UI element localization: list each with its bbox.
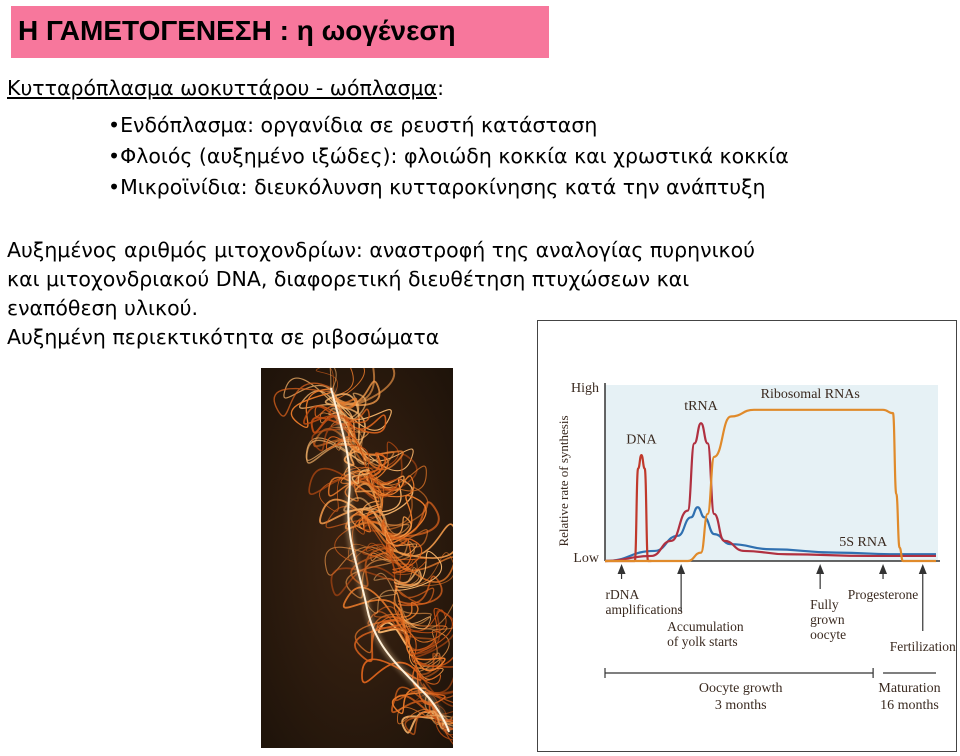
annotation-label: grown bbox=[810, 612, 845, 627]
annotation-label: Fully bbox=[810, 597, 839, 612]
annotation-label: amplifications bbox=[605, 602, 683, 617]
synthesis-chart bbox=[537, 320, 957, 752]
series-label-ribosomal-rnas: Ribosomal RNAs bbox=[760, 387, 860, 403]
phase-label: 3 months bbox=[714, 698, 767, 713]
annotation-label: Fertilization bbox=[889, 639, 956, 654]
annotation-label: of yolk starts bbox=[667, 634, 738, 649]
bullet-text: Φλοιός (αυξημένο ιξώδες): φλοιώδη κοκκία και χρωστικά κοκκία bbox=[120, 144, 789, 168]
chromosome-micrograph bbox=[261, 368, 453, 748]
annotation-label: Accumulation bbox=[667, 619, 744, 634]
heading-line bbox=[7, 76, 444, 100]
y-tick-high: High bbox=[571, 381, 599, 396]
y-tick-low: Low bbox=[573, 551, 599, 566]
bullet-item bbox=[108, 175, 766, 199]
paragraph-line: Αυξημένος αριθμός μιτοχονδρίων: αναστροφή της αναλογίας πυρηνικού bbox=[7, 238, 755, 262]
micrograph-image bbox=[261, 368, 453, 748]
bullet-item bbox=[108, 113, 597, 137]
annotation-label: oocyte bbox=[810, 627, 847, 642]
bullet-text: Ενδόπλασμα: οργανίδια σε ρευστή κατάσταση bbox=[120, 113, 598, 137]
bullet-text: Μικροϊνίδια: διευκόλυνση κυτταροκίνησης κατά την ανάπτυξη bbox=[120, 175, 766, 199]
series-label-5s-rna: 5S RNA bbox=[839, 534, 888, 550]
ribosome-line: Αυξημένη περιεκτικότητα σε ριβοσώματα bbox=[7, 325, 440, 349]
phase-label: 16 months bbox=[880, 698, 939, 713]
chart-svg bbox=[538, 321, 958, 753]
y-axis-label: Relative rate of synthesis bbox=[556, 415, 571, 547]
heading-colon: : bbox=[437, 76, 444, 100]
annotation-arrowhead bbox=[879, 564, 887, 574]
paragraph-line: εναπόθεση υλικού. bbox=[7, 296, 198, 320]
annotation-arrowhead bbox=[919, 564, 927, 574]
phase-label: Oocyte growth bbox=[698, 681, 783, 696]
heading-text: Κυτταρόπλασμα ωοκυττάρου - ωόπλασμα bbox=[7, 76, 438, 100]
annotation-label: rDNA bbox=[605, 587, 640, 602]
paragraph-line: και μιτοχονδριακού DNA, διαφορετική διευθέτηση πτυχώσεων και bbox=[7, 267, 690, 291]
annotation-arrowhead bbox=[677, 564, 685, 574]
annotation-arrowhead bbox=[816, 564, 824, 574]
bullet-item bbox=[108, 144, 789, 168]
series-label-trna: tRNA bbox=[684, 398, 718, 414]
annotation-arrowhead bbox=[618, 564, 626, 574]
slide-title: Η ΓΑΜΕΤΟΓΕΝΕΣΗ : η ωογένεση bbox=[18, 15, 456, 46]
phase-label: Maturation bbox=[878, 681, 941, 696]
series-label-dna: DNA bbox=[626, 432, 657, 448]
annotation-label: Progesterone bbox=[847, 587, 919, 602]
title-box bbox=[11, 6, 549, 58]
